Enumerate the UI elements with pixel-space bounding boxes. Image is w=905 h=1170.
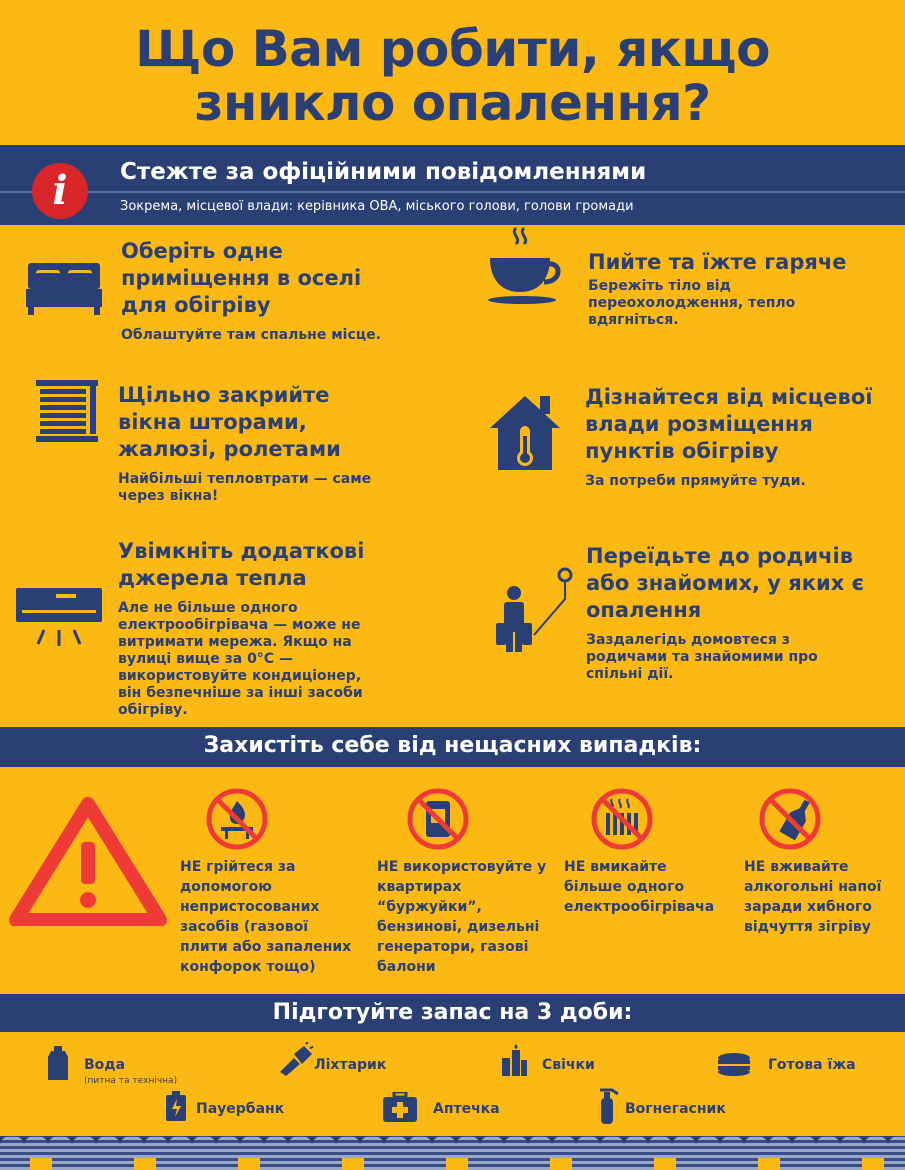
tip-description: Облаштуйте там спальне місце. bbox=[121, 327, 381, 343]
strip-cell bbox=[624, 1136, 648, 1170]
strip-cell bbox=[840, 1136, 864, 1170]
tip-heading: Оберіть одне приміщення в оселі для обігріву bbox=[121, 239, 362, 317]
strip-cell bbox=[792, 1136, 816, 1170]
house-thermometer-icon bbox=[488, 392, 562, 470]
tip-description: Заздалегідь домовтеся з родичами та знайомими про спільні дії. bbox=[586, 632, 818, 682]
warning-alcohol: НЕ вживайте алкогольні напої заради хибного відчуття зігріву bbox=[744, 859, 882, 935]
notice-heading: Стежте за офіційними повідомленнями bbox=[120, 159, 647, 185]
tip-extra-heat bbox=[118, 538, 378, 719]
safety-heading: Захистіть себе від нещасних випадків: bbox=[203, 733, 702, 758]
notice-subtext: Зокрема, місцевої влади: керівника ОВА, міського голови, голови громади bbox=[120, 199, 634, 214]
strip-cell bbox=[72, 1136, 96, 1170]
strip-cell bbox=[168, 1136, 192, 1170]
tip-relatives bbox=[586, 543, 866, 683]
tip-heading: Переїдьте до родичів або знайомих, у яких є опалення bbox=[586, 544, 865, 622]
tip-hot-food bbox=[588, 249, 868, 329]
strip-cell bbox=[264, 1136, 288, 1170]
supplies-heading: Підготуйте запас на 3 доби: bbox=[272, 1000, 633, 1025]
strip-cell bbox=[480, 1136, 504, 1170]
supply-candles: Свічки bbox=[542, 1057, 595, 1073]
no-stove-icon bbox=[406, 787, 470, 851]
strip-cell bbox=[816, 1136, 840, 1170]
first-aid-icon bbox=[383, 1092, 417, 1122]
strip-accent bbox=[134, 1158, 156, 1170]
tip-description: Бережіть тіло від переохолодження, тепло вдягніться. bbox=[588, 278, 796, 328]
tip-heading: Дізнайтеся від місцевої влади розміщення пунктів обігріву bbox=[585, 385, 873, 463]
tip-heading: Пийте та їжте гаряче bbox=[588, 250, 847, 274]
safety-banner bbox=[0, 727, 905, 767]
water-bottle-icon bbox=[47, 1046, 69, 1080]
strip-accent bbox=[446, 1158, 468, 1170]
strip-accent bbox=[550, 1158, 572, 1170]
page-title bbox=[0, 22, 905, 130]
strip-cell bbox=[288, 1136, 312, 1170]
strip-accent bbox=[654, 1158, 676, 1170]
strip-accent bbox=[30, 1158, 52, 1170]
strip-accent bbox=[862, 1158, 884, 1170]
strip-cell bbox=[888, 1136, 905, 1170]
air-conditioner-icon bbox=[16, 588, 102, 648]
flashlight-icon bbox=[278, 1042, 314, 1076]
traveler-icon bbox=[494, 567, 580, 657]
strip-accent bbox=[758, 1158, 780, 1170]
warning-stoves: НЕ використовуйте у квартирах “буржуйки”, бензинові, дизельні генератори, газові балони bbox=[377, 859, 547, 975]
supply-first-aid: Аптечка bbox=[433, 1101, 500, 1117]
decorative-bottom-strip bbox=[0, 1136, 905, 1170]
strip-accent bbox=[342, 1158, 364, 1170]
supplies-banner bbox=[0, 994, 905, 1032]
supply-food: Готова їжа bbox=[768, 1057, 856, 1073]
fire-extinguisher-icon bbox=[596, 1086, 622, 1124]
supply-water-note: (питна та технічна) bbox=[84, 1076, 178, 1086]
tip-description: Найбільші тепловтрати — саме через вікна! bbox=[118, 471, 372, 504]
strip-cell bbox=[192, 1136, 216, 1170]
banner-divider bbox=[0, 191, 905, 193]
hot-cup-icon bbox=[486, 226, 566, 306]
tip-room bbox=[121, 238, 391, 344]
tip-heating-points bbox=[585, 384, 875, 490]
tip-windows bbox=[118, 382, 388, 505]
tip-description: За потреби прямуйте туди. bbox=[585, 473, 806, 489]
strip-cell bbox=[600, 1136, 624, 1170]
tip-description: Але не більше одного електрообігрівача — може не витримати мережа. Якщо на вулиці вище за 0°C — використовуйте кондиціонер, він безпечніше за інші засоби обігріву. bbox=[118, 600, 363, 718]
supply-powerbank: Пауербанк bbox=[196, 1101, 285, 1117]
warning-icon bbox=[8, 796, 168, 926]
title-line-2: зникло опалення? bbox=[194, 74, 711, 132]
supply-flashlight: Ліхтарик bbox=[314, 1057, 387, 1073]
strip-cell bbox=[408, 1136, 432, 1170]
candles-icon bbox=[500, 1044, 528, 1076]
strip-cell bbox=[528, 1136, 552, 1170]
tip-heading: Увімкніть додаткові джерела тепла bbox=[118, 539, 365, 590]
info-icon: i bbox=[32, 163, 88, 219]
no-heater-icon bbox=[590, 787, 654, 851]
blinds-icon bbox=[36, 380, 98, 442]
strip-cell bbox=[216, 1136, 240, 1170]
strip-cell bbox=[720, 1136, 744, 1170]
strip-cell bbox=[0, 1136, 24, 1170]
strip-cell bbox=[504, 1136, 528, 1170]
strip-cell bbox=[312, 1136, 336, 1170]
supply-extinguisher: Вогнегасник bbox=[625, 1101, 726, 1117]
bed-icon bbox=[26, 263, 102, 315]
warning-gas: НЕ грійтеся за допомогою непристосованих засобів (газової плити або запалених конфорок тощо) bbox=[180, 859, 352, 975]
strip-cell bbox=[696, 1136, 720, 1170]
warning-heaters: НЕ вмикайте більше одного електрообігрівача bbox=[564, 859, 715, 915]
strip-cell bbox=[384, 1136, 408, 1170]
no-gas-stove-icon bbox=[205, 787, 269, 851]
notice-banner bbox=[0, 145, 905, 225]
powerbank-icon bbox=[164, 1091, 188, 1121]
tip-heading: Щільно закрийте вікна шторами, жалюзі, ролетами bbox=[118, 383, 341, 461]
food-icon bbox=[716, 1052, 752, 1076]
strip-accent bbox=[238, 1158, 260, 1170]
supply-water: Вода bbox=[84, 1057, 126, 1073]
no-alcohol-icon bbox=[758, 787, 822, 851]
strip-cell bbox=[576, 1136, 600, 1170]
strip-cell bbox=[96, 1136, 120, 1170]
title-line-1: Що Вам робити, якщо bbox=[135, 20, 770, 78]
